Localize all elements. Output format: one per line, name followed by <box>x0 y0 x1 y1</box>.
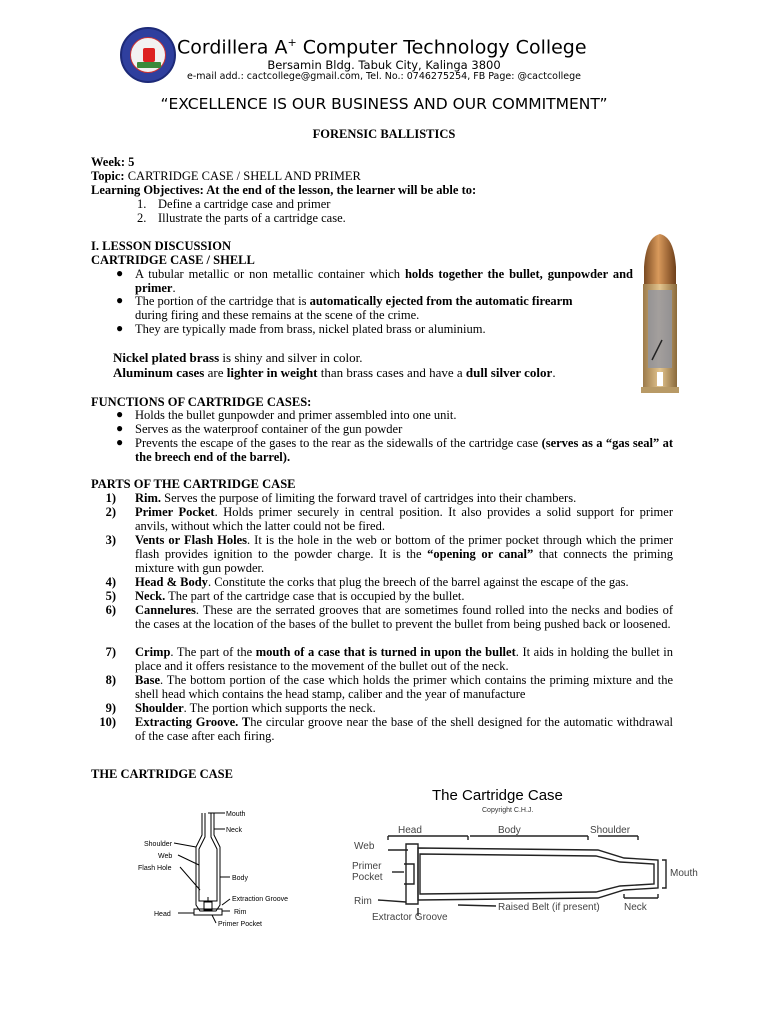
leader-line <box>180 867 200 890</box>
part-number: 3) <box>105 533 116 547</box>
part-number: 1) <box>105 491 116 505</box>
leader-line <box>174 843 196 847</box>
label-shoulder-right: Shoulder <box>590 825 631 836</box>
college-motto: “EXCELLENCE IS OUR BUSINESS AND OUR COMMITMENT” <box>160 95 608 113</box>
label-mouth: Mouth <box>226 811 246 818</box>
label-rim-right: Rim <box>354 896 372 907</box>
label-raised-belt: Raised Belt (if present) <box>498 902 600 913</box>
case-outline-left <box>196 813 220 911</box>
bullet-point: ● <box>116 266 124 280</box>
flash-hole-shape <box>657 372 663 386</box>
label-head: Head <box>154 911 171 918</box>
label-extraction-groove: Extraction Groove <box>232 896 289 903</box>
part-number: 10) <box>99 715 116 729</box>
definition-bullet-2a: The portion of the cartridge that is automatically ejected from the automatic firearm <box>135 294 573 308</box>
head-bracket <box>388 836 468 840</box>
lesson-heading: I. LESSON DISCUSSION <box>91 239 231 253</box>
label-pocket-right: Pocket <box>352 872 383 883</box>
bullet-point: ● <box>116 407 124 421</box>
nickel-plated-note: Nickel plated brass is shiny and silver in color. <box>113 350 363 365</box>
cartridge-diagram-right <box>348 780 718 930</box>
part-number: 8) <box>105 673 116 687</box>
parts-heading: PARTS OF THE CARTRIDGE CASE <box>91 477 296 491</box>
part-number: 6) <box>105 603 116 617</box>
definition-bullet-3: They are typically made from brass, nickel plated brass or aluminium. <box>135 322 486 336</box>
document-title: FORENSIC BALLISTICS <box>312 127 456 141</box>
body-bracket <box>470 836 588 840</box>
topic-line: Topic: CARTRIDGE CASE / SHELL AND PRIMER <box>91 169 361 183</box>
bullet-tip-shape <box>644 234 676 292</box>
part-item-flash-holes: Vents or Flash Holes. It is the hole in the web or bottom of the primer pocket through which the primer flash provides ignition to the powder charge. It is the “opening or canal” that connects the priming mixture with gun powder. <box>135 533 674 575</box>
label-neck: Neck <box>226 827 242 834</box>
label-flash-hole: Flash Hole <box>138 865 172 872</box>
part-item-extracting-groove: Extracting Groove. The circular groove near the base of the shell designed for the automatic withdrawal of the case after each firing. <box>135 715 673 743</box>
part-item-cannelures: Cannelures. These are the serrated grooves that are sometimes found rolled into the necks and bodies of the cases at the location of the bases of the bullet to prevent the bullet from being pushed back or loosened. <box>135 603 673 631</box>
objective-1-number: 1. <box>137 197 147 211</box>
diagram-title: The Cartridge Case <box>432 787 563 804</box>
part-item-crimp: Crimp. The part of the mouth of a case that is turned in upon the bullet. It aids in holding the bullet in place and it offers resistance to the movement of the bullet out of the neck. <box>135 645 674 673</box>
label-head-right: Head <box>398 825 422 836</box>
part-number: 2) <box>105 505 116 519</box>
label-web-right: Web <box>354 841 375 852</box>
objective-2: Illustrate the parts of a cartridge case. <box>158 211 346 225</box>
case-head-right <box>406 844 418 904</box>
part-item-neck: Neck. The part of the cartridge case that is occupied by the bullet. <box>135 589 465 603</box>
label-rim: Rim <box>234 909 247 916</box>
part-item-base: Base. The bottom portion of the case which holds the primer which contains the priming mixture and the shell head which contains the head stamp, caliber and the year of manufacture <box>135 673 673 701</box>
label-shoulder: Shoulder <box>144 841 173 848</box>
cartridge-case-heading: CARTRIDGE CASE / SHELL <box>91 253 255 267</box>
part-number: 9) <box>105 701 116 715</box>
function-2: Serves as the waterproof container of the gun powder <box>135 422 403 436</box>
label-mouth-right: Mouth <box>670 868 698 879</box>
definition-bullet-2b: during firing and these remains at the scene of the crime. <box>135 308 420 322</box>
definition-bullet-1: A tubular metallic or non metallic container which holds together the bullet, gunpowder and primer. <box>135 267 633 295</box>
week-label: Week: 5 <box>91 155 135 169</box>
neck-bracket <box>624 894 658 898</box>
leader-line <box>378 900 406 902</box>
part-number: 7) <box>105 645 116 659</box>
part-number: 5) <box>105 589 116 603</box>
part-item-primer-pocket: Primer Pocket. Holds primer securely in central position. It also provides a solid support for primer anvils, without which the latter could not be fired. <box>135 505 673 533</box>
functions-heading: FUNCTIONS OF CARTRIDGE CASES: <box>91 395 312 409</box>
leader-line <box>222 899 230 905</box>
objective-1: Define a cartridge case and primer <box>158 197 331 211</box>
college-contact: e-mail add.: cactcollege@gmail.com, Tel. No.: 0746275254, FB Page: @cactcollege <box>187 71 581 82</box>
case-inner-right <box>420 854 654 894</box>
college-address: Bersamin Bldg. Tabuk City, Kalinga 3800 <box>267 58 501 72</box>
label-body: Body <box>232 875 248 882</box>
part-item-head-body: Head & Body. Constitute the corks that plug the breech of the barrel against the escape of the gas. <box>135 575 629 589</box>
cartridge-diagram-left <box>130 805 310 935</box>
label-primer-right: Primer <box>352 861 382 872</box>
objective-2-number: 2. <box>137 211 147 225</box>
leader-line <box>212 915 216 923</box>
function-1: Holds the bullet gunpowder and primer assembled into one unit. <box>135 408 457 422</box>
shoulder-bracket <box>598 836 638 840</box>
college-name: Cordillera A+ Computer Technology College <box>177 36 587 59</box>
bullet-point: ● <box>116 321 124 335</box>
bullet-point: ● <box>116 421 124 435</box>
function-3: Prevents the escape of the gases to the rear as the sidewalls of the cartridge case (serves as a “gas seal” at the breech end of the barrel). <box>135 436 673 464</box>
label-body-right: Body <box>498 825 521 836</box>
gunpowder-tint-shape <box>648 290 672 368</box>
diagram-copyright: Copyright C.H.J. <box>482 807 534 814</box>
label-primer-pocket: Primer Pocket <box>218 921 262 928</box>
bullet-point: ● <box>116 293 124 307</box>
bullet-point: ● <box>116 435 124 449</box>
part-number: 4) <box>105 575 116 589</box>
label-web: Web <box>158 853 173 860</box>
aluminum-note: Aluminum cases are lighter in weight than brass cases and have a dull silver color. <box>113 365 556 380</box>
figure-heading: THE CARTRIDGE CASE <box>91 767 233 781</box>
label-neck-right: Neck <box>624 902 647 913</box>
leader-line <box>458 905 496 906</box>
rim-shape <box>641 387 679 393</box>
cartridge-illustration <box>636 232 684 397</box>
mouth-bracket <box>662 860 666 888</box>
part-item-shoulder: Shoulder. The portion which supports the neck. <box>135 701 376 715</box>
label-extractor-groove: Extractor Groove <box>372 912 448 923</box>
part-item-rim: Rim. Serves the purpose of limiting the forward travel of cartridges into their chambers. <box>135 491 577 505</box>
objectives-heading: Learning Objectives: At the end of the lesson, the learner will be able to: <box>91 183 477 197</box>
